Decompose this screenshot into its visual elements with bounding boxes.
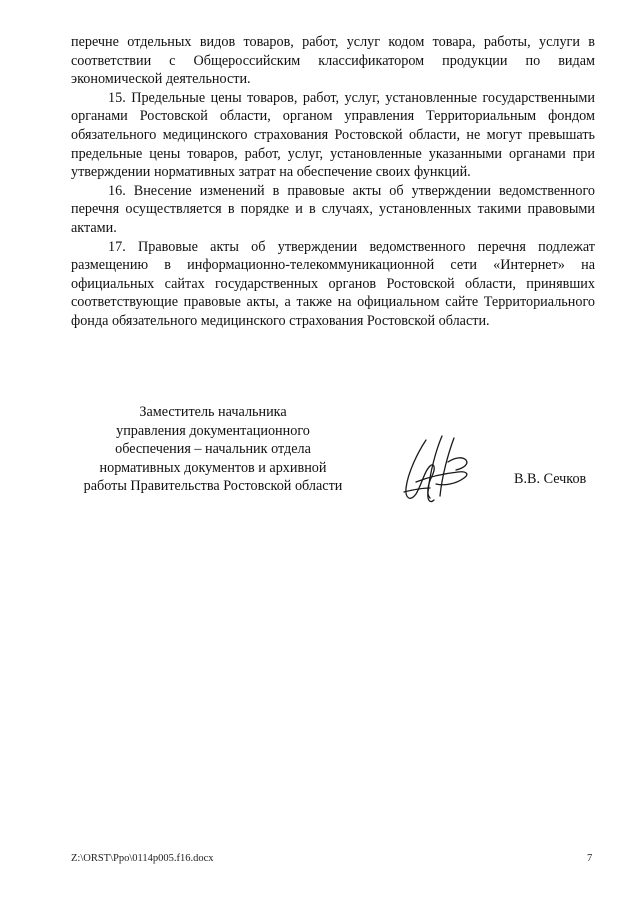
signer-position bbox=[63, 403, 363, 496]
paragraph-16 bbox=[71, 182, 595, 238]
paragraph-text: Предельные цены товаров, работ, услуг, установленные государственными органами Ростовской области, органом управления Территориальным фондом обязательного медицинского страхования Ростовской области, не могут превышать предельные цены товаров, работ, услуг, установленные указанными органами при утверждении нормативных затрат на обеспечение своих функций. bbox=[71, 89, 595, 181]
handwritten-signature bbox=[396, 432, 476, 508]
paragraph-text: Внесение изменений в правовые акты об утверждении ведомственного перечня осуществляется в порядке и в случаях, установленных такими правовыми актами. bbox=[71, 182, 596, 236]
footer-file-path: Z:\ORST\Ppo\0114p005.f16.docx bbox=[71, 853, 214, 864]
paragraph-number: 17. bbox=[108, 238, 126, 255]
paragraph-text: перечне отдельных видов товаров, работ, услуг кодом товара, работы, услуги в соответствии с Общероссийским классификатором продукции по видам экономической деятельности. bbox=[71, 34, 595, 88]
position-line: нормативных документов и архивной bbox=[99, 459, 327, 476]
page-number: 7 bbox=[587, 853, 593, 864]
signer-name: В.В. Сечков bbox=[514, 471, 587, 487]
paragraph-number: 15. bbox=[108, 89, 126, 106]
position-line: Заместитель начальника bbox=[139, 404, 287, 420]
paragraph-text: Правовые акты об утверждении ведомственного перечня подлежат размещению в информационно-телекоммуникационной сети «Интернет» на официальных сайтах государственных органов Ростовской области, принявших соответствующие правовые акты, а также на официальном сайте Территориального фонда обязательного медицинского страхования Ростовской области. bbox=[71, 238, 595, 329]
document-body bbox=[71, 33, 595, 331]
position-line: обеспечения – начальник отдела bbox=[115, 441, 311, 458]
position-line: управления документационного bbox=[116, 422, 310, 439]
paragraph-number: 16. bbox=[108, 182, 126, 199]
paragraph-continuation bbox=[71, 33, 595, 89]
paragraph-17 bbox=[71, 238, 595, 331]
position-line: работы Правительства Ростовской области bbox=[83, 478, 343, 495]
paragraph-15 bbox=[71, 89, 595, 182]
